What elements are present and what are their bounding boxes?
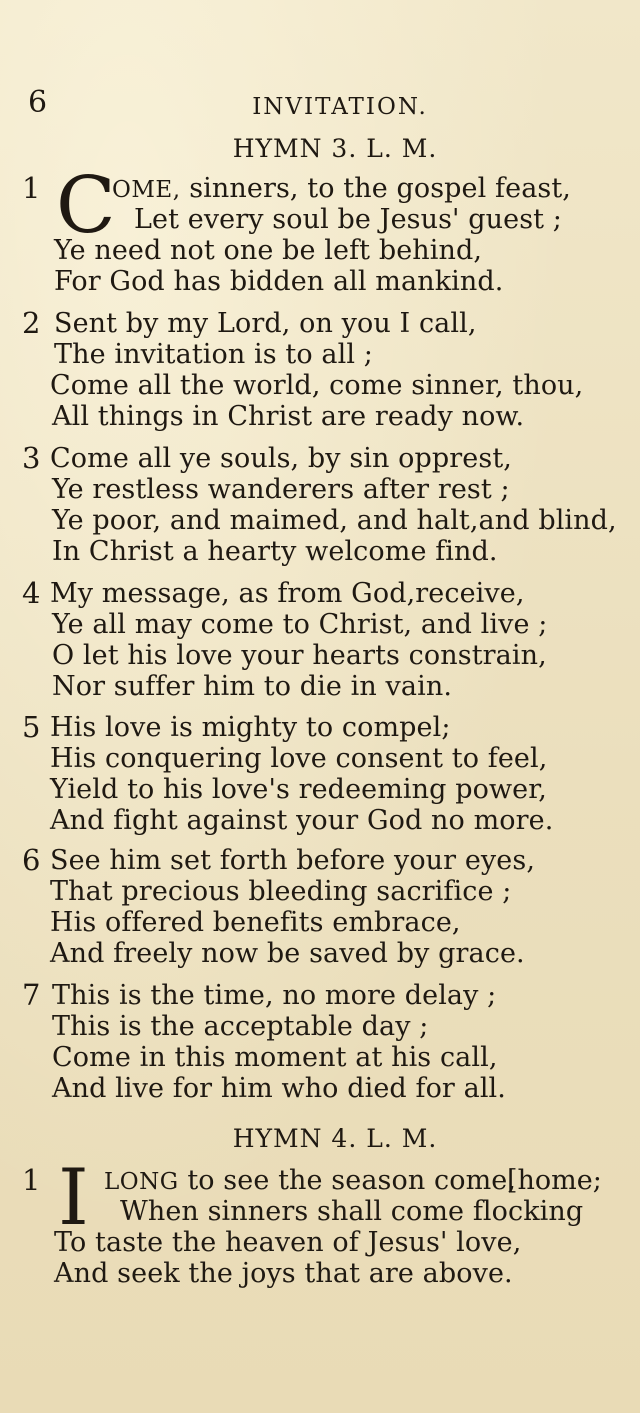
verse-line: This is the acceptable day ;	[52, 1011, 429, 1042]
verse-line-rest: to see the season come,	[178, 1165, 517, 1196]
verse-line: Ye need not one be left behind,	[54, 235, 483, 266]
verse-line: Nor suffer him to die in vain.	[52, 671, 453, 702]
verse-line: And freely now be saved by grace.	[50, 938, 525, 969]
verse-line: Come in this moment at his call,	[52, 1042, 498, 1073]
verse-line: See him set forth before your eyes,	[50, 845, 536, 876]
verse-line: And fight against your God no more.	[50, 805, 554, 836]
verse-line: To taste the heaven of Jesus' love,	[54, 1227, 522, 1258]
hymn-title: HYMN 3. L. M.	[232, 134, 438, 163]
stanza-number: 2	[22, 306, 41, 340]
turnover-fragment: [home;	[507, 1165, 602, 1196]
stanza-number: 6	[22, 843, 41, 877]
drop-cap-continuation: LONG	[104, 1169, 179, 1195]
verse-line: Let every soul be Jesus' guest ;	[134, 204, 563, 235]
verse-line: Yield to his love's redeeming power,	[50, 774, 547, 805]
stanza-number: 7	[22, 978, 41, 1012]
verse-line: Ye restless wanderers after rest ;	[52, 474, 510, 505]
verse-line: O let his love your hearts constrain,	[52, 640, 547, 671]
verse-line-rest: sinners, to the gospel feast,	[180, 173, 571, 204]
verse-line: Ye poor, and maimed, and halt,and blind,	[52, 505, 617, 536]
verse-line	[112, 173, 571, 206]
stanza-number: 5	[22, 710, 41, 744]
stanza-number: 1	[22, 171, 41, 205]
verse-line: That precious bleeding sacrifice ;	[50, 876, 512, 907]
verse-line: All things in Christ are ready now.	[52, 401, 525, 432]
stanza-number: 1	[22, 1163, 41, 1197]
verse-line: For God has bidden all mankind.	[54, 266, 504, 297]
verse-line	[104, 1165, 516, 1198]
stanza-number: 3	[22, 441, 41, 475]
verse-line: Ye all may come to Christ, and live ;	[52, 609, 548, 640]
verse-line: When sinners shall come flocking	[120, 1196, 584, 1227]
verse-line: The invitation is to all ;	[54, 339, 373, 370]
verse-line: And seek the joys that are above.	[54, 1258, 513, 1289]
verse-line: Sent by my Lord, on you I call,	[54, 308, 477, 339]
verse-line: This is the time, no more delay ;	[52, 980, 497, 1011]
verse-line: His love is mighty to compel;	[50, 712, 451, 743]
drop-cap: I	[58, 1153, 89, 1243]
verse-line: And live for him who died for all.	[52, 1073, 506, 1104]
drop-cap-continuation: OME,	[112, 177, 181, 203]
verse-line: Come all ye souls, by sin opprest,	[50, 443, 512, 474]
page-number: 6	[28, 85, 48, 120]
drop-cap: C	[56, 161, 116, 251]
running-head: INVITATION.	[252, 94, 428, 120]
verse-line: My message, as from God,receive,	[50, 578, 525, 609]
verse-line: His conquering love consent to feel,	[50, 743, 548, 774]
stanza-number: 4	[22, 576, 41, 610]
verse-line: His offered benefits embrace,	[50, 907, 461, 938]
hymn-title: HYMN 4. L. M.	[232, 1124, 438, 1153]
verse-line: Come all the world, come sinner, thou,	[50, 370, 584, 401]
verse-line: In Christ a hearty welcome find.	[52, 536, 498, 567]
